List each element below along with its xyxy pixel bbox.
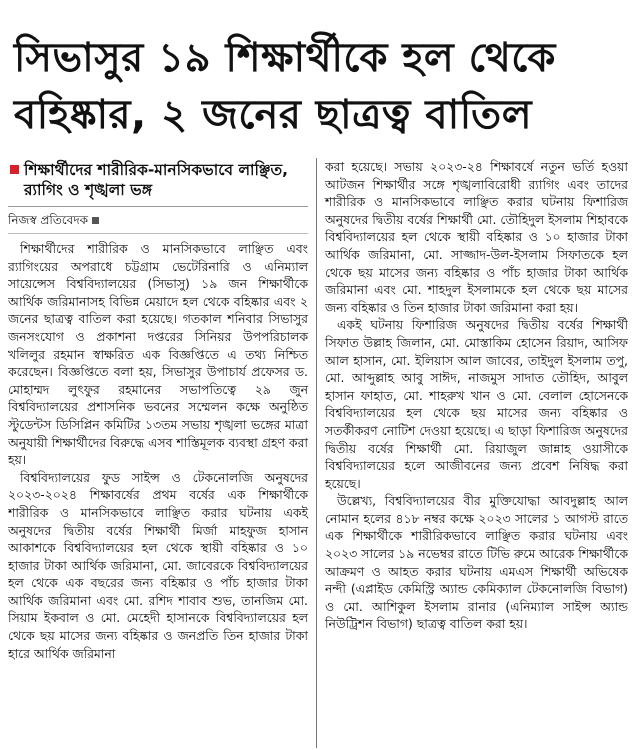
subheadline <box>8 160 308 200</box>
headline-line-2: বহিষ্কার, ২ জনের ছাত্রত্ব বাতিল <box>14 92 533 138</box>
divider <box>8 233 308 234</box>
paragraph: বিশ্ববিদ্যালয়ের ফুড সাইন্স ও টেকনোলজি অনুষদের ২০২৩-২০২৪ শিক্ষাবর্ষের প্রথম বর্ষের এক শিক্ষার্থীকে শারীরিক ও মানসিকভাবে লাঞ্ছিত করার ঘটনায় একই অনুষদের দ্বিতীয় বর্ষের শিক্ষার্থী মির্জা মাহফুজ হাসান আকাশকে বিশ্ববিদ্যালয়ের হল থেকে স্থায়ী বহিষ্কার ও ১০ হাজার টাকা আর্থিক জরিমানা, মো. জাবেরকে বিশ্ববিদ্যালয়ের হল থেকে এক বছরের জন্য বহিষ্কার ও পাঁচ হাজার টাকা আর্থিক জরিমানা এবং মো. রশিদ শাবাব শুভ, তানজিম মো. সিয়াম ইকবাল ও মো. মেহেদী হাসানকে বিশ্ববিদ্যালয়ের হল থেকে ছয় মাসের জন্য বহিষ্কার ও জনপ্রতি তিন হাজার টাকা হারে আর্থিক জরিমানা <box>8 469 308 661</box>
headline <box>0 0 635 144</box>
byline <box>8 211 308 229</box>
paragraph: একই ঘটনায় ফিশারিজ অনুষদের দ্বিতীয় বর্ষের শিক্ষার্থী সিফাত উল্লাহ জিলান, মো. মোস্তাকিম হোসেন রিয়াদ, আসিফ আল হাসান, মো. ইলিয়াস আল জাবের, তাইদুল ইসলাম তপু, মো. আব্দুল্লাহ আবু সাঈদ, নাজমুস সাদাত তৌহিদ, আবুল হাসান ফাহাত, মো. শাহরুখ খান ও মো. বেলাল হোসেনকে বিশ্ববিদ্যালয়ের হল থেকে ছয় মাসের জন্য বহিষ্কার ও সতর্কীকরণ নোটিশ দেওয়া হয়েছে। এ ছাড়া ফিশারিজ অনুষদের দ্বিতীয় বর্ষের শিক্ষার্থী মো. রিয়াজুল জান্নাহ ওয়াসীকে বিশ্ববিদ্যালয়ের হলে আজীবনের জন্য প্রবেশ নিষিদ্ধ করা হয়েছে। <box>325 317 628 491</box>
paragraph: শিক্ষার্থীদের শারীরিক ও মানসিকভাবে লাঞ্ছিত এবং র‌্যাগিংয়ের অপরাধে চট্টগ্রাম ভেটেরিনারি ও এনিম্যাল সায়েন্সেস বিশ্ববিদ্যালয়ের (সিভাসু) ১৯ জন শিক্ষার্থীকে আর্থিক জরিমানাসহ বিভিন্ন মেয়াদে হল থেকে বহিষ্কার এবং ২ জনের ছাত্রত্ব বাতিল করা হয়েছে। গতকাল শনিবার সিভাসুর জনসংযোগ ও প্রকাশনা দপ্তরের সিনিয়র উপপরিচালক খলিলুর রহমান স্বাক্ষরিত এক বিজ্ঞপ্তিতে এ তথ্য নিশ্চিত করেছেন। বিজ্ঞপ্তিতে বলা হয়, সিভাসুর উপাচার্য প্রফেসর ড. মোহাম্মদ লুৎফুর রহমানের সভাপতিত্বে ২৯ জুন বিশ্ববিদ্যালয়ের প্রশাসনিক ভবনের সম্মেলন কক্ষে অনুষ্ঠিত স্টুডেন্টস ডিসিপ্লিন কমিটির ১৩তম সভায় শৃঙ্খলা ভঙ্গের মাত্রা অনুযায়ী শিক্ষার্থীদের বিরুদ্ধে এসব শাস্তিমূলক ব্যবস্থা গ্রহণ করা হয়। <box>8 241 308 468</box>
paragraph: উল্লেখ্য, বিশ্ববিদ্যালয়ের বীর মুক্তিযোদ্ধা আবদুল্লাহ আল নোমান হলের ৪১৮ নম্বর কক্ষে ২০২৩ সালের ১ আগস্ট রাতে এক শিক্ষার্থীকে শারীরিকভাবে লাঞ্ছিত করার ঘটনায় এবং ২০২৩ সালের ১৯ নভেম্বর রাতে টিভি রুমে আরেক শিক্ষার্থীকে আক্রমণ ও আহত করার ঘটনায় এমএস শিক্ষার্থী অভিষেক নন্দী (এপ্লাইড কেমিস্ট্রি অ্যান্ড কেমিক্যাল টেকনোলজি বিভাগ) ও মো. আশিকুল ইসলাম রানার (এনিম্যাল সাইন্স অ্যান্ড নিউট্রিশন বিভাগ) ছাত্রত্ব বাতিল করা হয়। <box>325 493 628 632</box>
headline-line-1: সিভাসুর ১৯ শিক্ষার্থীকে হল থেকে <box>14 35 556 81</box>
left-column <box>8 158 316 748</box>
red-square-bullet-icon <box>10 165 19 174</box>
article-body <box>8 158 628 748</box>
right-column <box>316 158 628 748</box>
paragraph: করা হয়েছে। সভায় ২০২৩-২৪ শিক্ষাবর্ষে নতুন ভর্তি হওয়া আটজন শিক্ষার্থীর সঙ্গে শৃঙ্খলাবিরোধী র‌্যাগিং এবং তাদের শারীরিক ও মানসিকভাবে লাঞ্ছিত করার ঘটনায় ফিশারিজ অনুষদের দ্বিতীয় বর্ষের শিক্ষার্থী মো. তৌহিদুল ইসলাম শিহাবকে বিশ্ববিদ্যালয়ের হল থেকে স্থায়ী বহিষ্কার ও ১০ হাজার টাকা আর্থিক জরিমানা, মো. সাজ্জাদ-উল-ইসলাম সিফাতকে হল থেকে ছয় মাসের জন্য বহিষ্কার ও পাঁচ হাজার টাকা আর্থিক জরিমানা এবং মো. শাহদুল ইসলামকে হল থেকে ছয় মাসের জন্য বহিষ্কার ও তিন হাজার টাকা জরিমানা করা হয়। <box>325 159 628 315</box>
subheadline-text: শিক্ষার্থীদের শারীরিক-মানসিকভাবে লাঞ্ছিত, র‌্যাগিং ও শৃঙ্খলা ভঙ্গ <box>24 161 288 199</box>
square-marker-icon <box>92 217 99 224</box>
byline-text: নিজস্ব প্রতিবেদক <box>8 213 89 227</box>
divider <box>8 206 308 207</box>
